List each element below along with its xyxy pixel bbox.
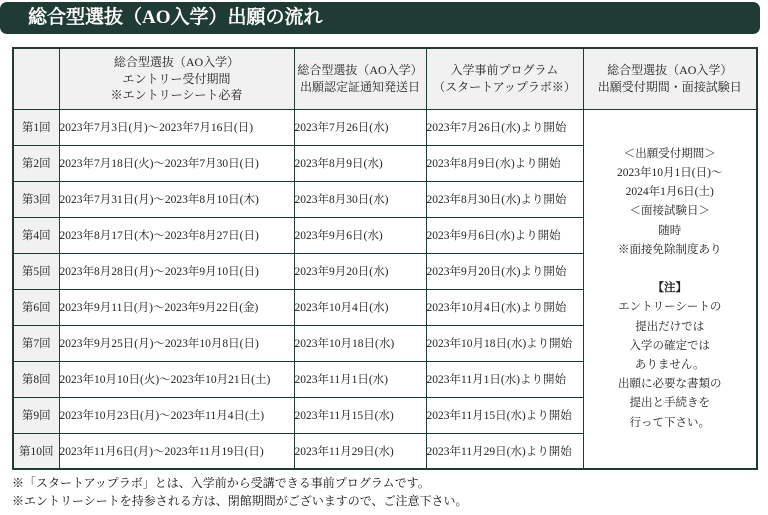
notice-date-cell: 2023年11月29日(水) [294, 433, 426, 469]
note-line: 行って下さい。 [629, 416, 710, 429]
entry-period-cell: 2023年7月31日(月)～2023年8月10日(木) [59, 181, 294, 217]
interview-label: ＜面接試験日＞ [629, 205, 710, 218]
header-application [583, 48, 757, 109]
schedule-table [12, 47, 758, 470]
application-period-label: ＜出願受付期間＞ [623, 147, 716, 160]
entry-period-cell: 2023年8月17日(木)～2023年8月27日(日) [59, 217, 294, 253]
round-cell: 第3回 [13, 181, 59, 217]
entry-period-cell: 2023年10月10日(火)～2023年10月21日(土) [59, 361, 294, 397]
header-corner-cell [13, 48, 59, 109]
notice-date-cell: 2023年10月18日(水) [294, 325, 426, 361]
table-header-row [13, 48, 757, 109]
page-title: 総合型選抜（AO入学）出願の流れ [28, 7, 323, 28]
program-start-cell: 2023年10月4日(水)より開始 [426, 289, 583, 325]
round-cell: 第5回 [13, 253, 59, 289]
round-cell: 第4回 [13, 217, 59, 253]
entry-period-cell: 2023年9月25日(月)～2023年10月8日(日) [59, 325, 294, 361]
program-start-cell: 2023年11月29日(水)より開始 [426, 433, 583, 469]
notice-date-cell: 2023年10月4日(水) [294, 289, 426, 325]
footnotes [12, 474, 752, 510]
program-start-cell: 2023年8月9日(水)より開始 [426, 145, 583, 181]
note-line: 入学の確定では [629, 339, 710, 352]
header-line: （スタートアップラボ※） [433, 79, 576, 94]
round-cell: 第6回 [13, 289, 59, 325]
round-cell: 第7回 [13, 325, 59, 361]
footnote-closure: ※エントリーシートを持参される方は、閉館期間がございますので、ご注意下さい。 [12, 494, 468, 508]
notice-date-cell: 2023年7月26日(水) [294, 109, 426, 145]
program-start-cell: 2023年9月20日(水)より開始 [426, 253, 583, 289]
notice-date-cell: 2023年11月15日(水) [294, 397, 426, 433]
program-start-cell: 2023年8月30日(水)より開始 [426, 181, 583, 217]
round-cell: 第10回 [13, 433, 59, 469]
header-program [426, 48, 583, 109]
notice-date-cell: 2023年9月20日(水) [294, 253, 426, 289]
header-line: 総合型選抜（AO入学） [113, 55, 240, 69]
entry-period-cell: 2023年7月18日(火)～2023年7月30日(日) [59, 145, 294, 181]
program-start-cell: 2023年11月1日(水)より開始 [426, 361, 583, 397]
notice-date-cell: 2023年8月9日(水) [294, 145, 426, 181]
program-start-cell: 2023年11月15日(水)より開始 [426, 397, 583, 433]
round-cell: 第2回 [13, 145, 59, 181]
header-entry-period [59, 48, 294, 109]
notice-date-cell: 2023年8月30日(水) [294, 181, 426, 217]
entry-period-cell: 2023年8月28日(月)～2023年9月10日(日) [59, 253, 294, 289]
entry-period-cell: 2023年7月3日(月)～2023年7月16日(日) [59, 109, 294, 145]
application-period-start: 2023年10月1日(日)～ [617, 166, 723, 179]
notice-date-cell: 2023年11月1日(水) [294, 361, 426, 397]
notice-date-cell: 2023年9月6日(水) [294, 217, 426, 253]
entry-period-cell: 2023年10月23日(月)～2023年11月4日(土) [59, 397, 294, 433]
header-notice-date [294, 48, 426, 109]
interview-value: 随時 [658, 224, 682, 237]
note-line: 出願に必要な書類の [618, 378, 722, 391]
note-line: 提出と手続きを [629, 397, 710, 410]
note-line: 提出だけでは [635, 320, 705, 333]
program-start-cell: 2023年7月26日(水)より開始 [426, 109, 583, 145]
table-row [13, 109, 757, 145]
note-line: エントリーシートの [618, 301, 722, 314]
header-line: ※エントリーシート必着 [110, 88, 243, 102]
note-line: ありません。 [634, 358, 705, 371]
round-cell: 第8回 [13, 361, 59, 397]
application-info-cell [583, 109, 757, 469]
note-label: 【注】 [652, 282, 687, 295]
header-line: 総合型選抜（AO入学） [297, 63, 423, 78]
entry-period-cell: 2023年9月11日(月)～2023年9月22日(金) [59, 289, 294, 325]
header-line: 出願認定証通知発送日 [299, 79, 420, 94]
application-period-end: 2024年1月6日(土) [625, 186, 714, 199]
entry-period-cell: 2023年11月6日(月)～2023年11月19日(日) [59, 433, 294, 469]
header-line: 出願受付期間・面接試験日 [597, 79, 742, 94]
program-start-cell: 2023年9月6日(水)より開始 [426, 217, 583, 253]
header-line: 総合型選抜（AO入学） [607, 63, 733, 78]
program-start-cell: 2023年10月18日(水)より開始 [426, 325, 583, 361]
round-cell: 第9回 [13, 397, 59, 433]
header-line: エントリー受付期間 [122, 71, 231, 86]
title-bar [0, 2, 760, 34]
header-line: 入学事前プログラム [450, 63, 559, 78]
round-cell: 第1回 [13, 109, 59, 145]
interview-note: ※面接免除制度あり [618, 243, 722, 256]
footnote-startup-lab: ※「スタートアップラボ」とは、入学前から受講できる事前プログラムです。 [12, 476, 430, 490]
